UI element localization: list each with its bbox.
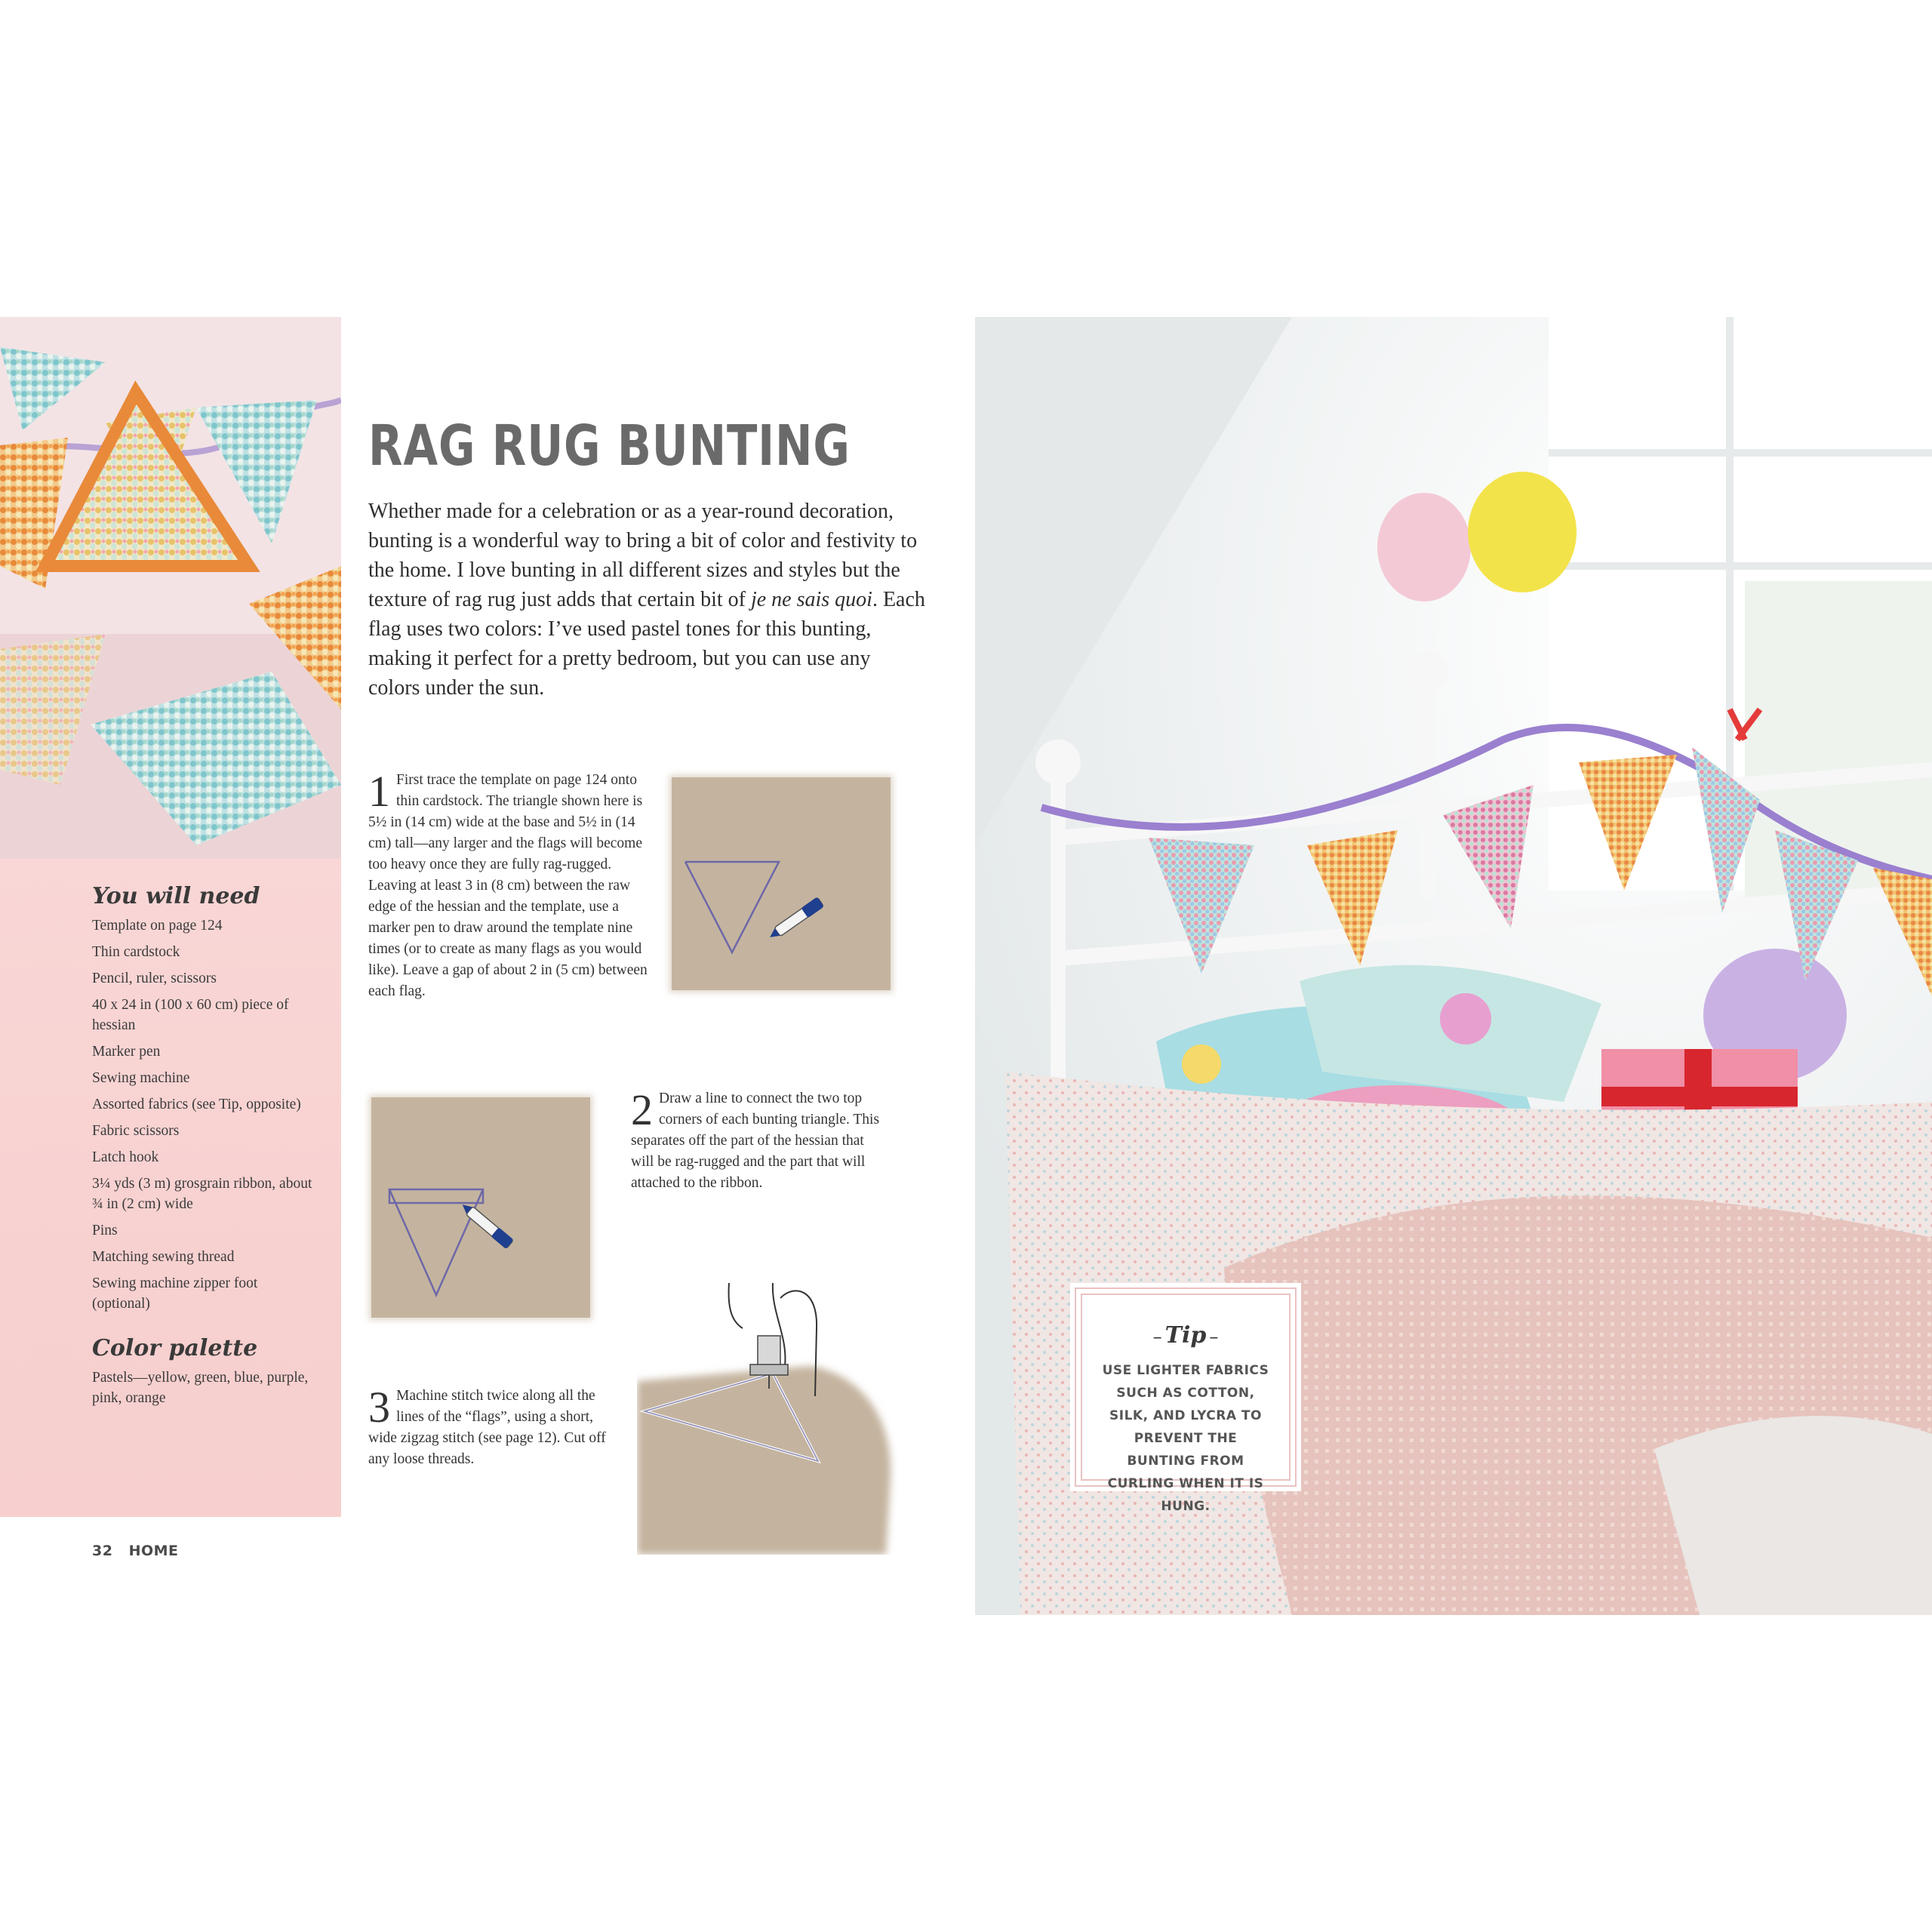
- rag-rug-flags-photo: [0, 317, 341, 859]
- tip-dash-left-icon: –: [1152, 1326, 1162, 1347]
- page-title: RAG RUG BUNTING: [368, 414, 851, 478]
- step-body: Machine stitch twice along all the lines of the “flags”, using a short, wide zigzag stitch (see page 12). Cut off any loose threads.: [368, 1388, 606, 1467]
- step-1-illustration: [672, 777, 891, 990]
- intro-text: Whether made for a celebration or as a year-round decoration, bunting is a wonderful way to bring a bit of color and festivity to the home. I love bunting in all different sizes and styles but the texture of rag rug just adds that certain bit of: [368, 500, 918, 611]
- tip-box: [1075, 1287, 1297, 1514]
- list-item: Pins: [92, 1223, 118, 1238]
- tip-dash-right-icon: –: [1209, 1326, 1219, 1347]
- sewing-machine-stitch-icon: [637, 1283, 901, 1555]
- list-item: Sewing machine zipper foot (optional): [92, 1275, 258, 1312]
- color-palette-heading: Color palette: [92, 1335, 258, 1361]
- step-1-text: [368, 767, 649, 1002]
- hessian-triangle-line-icon: [371, 1097, 590, 1318]
- list-item: Matching sewing thread: [92, 1249, 235, 1265]
- intro-paragraph: [368, 497, 927, 703]
- tip-heading-row: [1082, 1322, 1289, 1349]
- page-number: 32: [92, 1543, 113, 1559]
- list-item: Latch hook: [92, 1149, 159, 1165]
- hessian-triangle-marker-icon: [672, 777, 891, 990]
- list-item: 3¼ yds (3 m) grosgrain ribbon, about ¾ in (2 cm) wide: [92, 1176, 312, 1212]
- list-item: Assorted fabrics (see Tip, opposite): [92, 1097, 301, 1112]
- you-will-need-heading: You will need: [92, 883, 260, 909]
- list-item: Sewing machine: [92, 1070, 190, 1086]
- intro-emphasis: je ne sais quoi: [750, 588, 872, 611]
- folio: [92, 1543, 179, 1559]
- step-1: [368, 767, 649, 1002]
- step-number: 2: [631, 1085, 653, 1134]
- list-item: Fabric scissors: [92, 1123, 180, 1139]
- color-palette-text: Pastels—yellow, green, blue, purple, pink, orange: [92, 1370, 309, 1406]
- step-number: 1: [368, 767, 390, 816]
- step-2-illustration: [371, 1097, 590, 1318]
- requirements-panel: [0, 859, 341, 1517]
- tip-text: USE LIGHTER FABRICS SUCH AS COTTON, SILK, AND LYCRA TO PREVENT THE BUNTING FROM CURLING WHEN IT IS HUNG.: [1102, 1363, 1269, 1514]
- intro-text-end: . Each flag uses two colors: I’ve used pastel tones for this bunting, making it perfect for a pretty bedroom, but you can use any colors under the sun.: [368, 588, 925, 700]
- rag-rug-flags-illustration: [0, 317, 341, 859]
- step-3-text: [368, 1383, 617, 1470]
- materials-list: [92, 915, 318, 1314]
- list-item: Template on page 124: [92, 918, 223, 934]
- step-2: [631, 1085, 888, 1194]
- step-number: 3: [368, 1383, 390, 1432]
- tip-heading: Tip: [1164, 1322, 1207, 1349]
- section-name: HOME: [128, 1543, 179, 1559]
- tip-inner-frame: [1081, 1294, 1291, 1514]
- list-item: 40 x 24 in (100 x 60 cm) piece of hessian: [92, 997, 289, 1033]
- step-body: First trace the template on page 124 onto thin cardstock. The triangle shown here is 5½ in (14 cm) wide at the base and 5½ in (14 cm) tall—any larger and the flags will become too heavy once they are fully rag-rugged. Leaving at least 3 in (8 cm) between the raw edge of the hessian and the template, use a marker pen to draw around the template nine times (or to create as many flags as you would like). Leave a gap of about 2 in (5 cm) between each flag.: [368, 772, 648, 999]
- list-item: Pencil, ruler, scissors: [92, 971, 217, 986]
- list-item: Marker pen: [92, 1044, 161, 1060]
- list-item: Thin cardstock: [92, 944, 180, 960]
- step-body: Draw a line to connect the two top corners of each bunting triangle. This separates off the part of the hessian that will be rag-rugged and the part that will attached to the ribbon.: [631, 1091, 880, 1191]
- step-3: [368, 1383, 617, 1470]
- step-2-text: [631, 1085, 888, 1194]
- step-3-illustration: [637, 1283, 901, 1555]
